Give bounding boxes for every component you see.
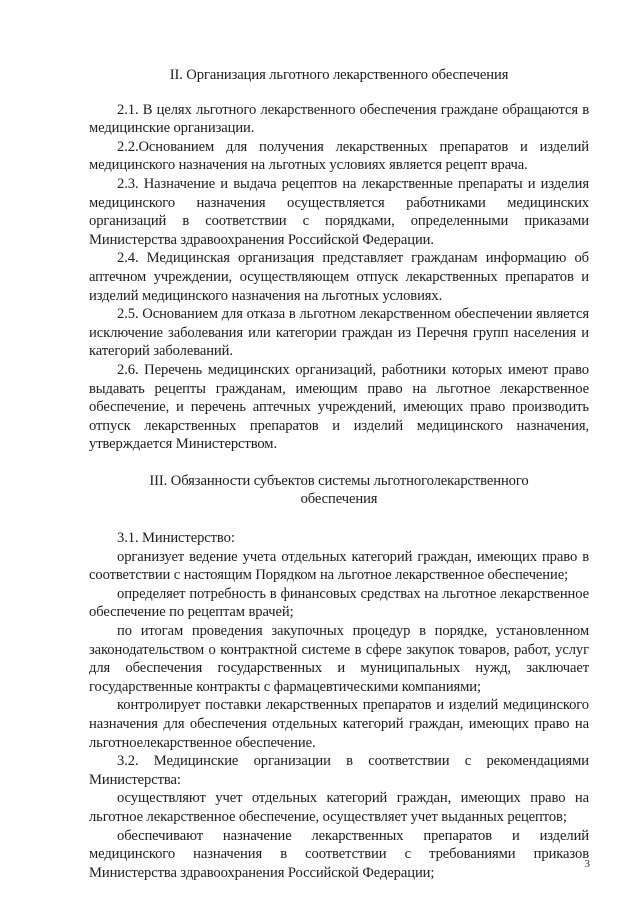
section-2-title: II. Организация льготного лекарственного обеспечения xyxy=(169,67,509,83)
paragraph-2-5: 2.5. Основанием для отказа в льготном лекарственном обеспечении является исключение заболевания или категории граждан из Перечня групп населения и категорий заболеваний. xyxy=(89,306,589,360)
paragraph-3-1-item-4: контролирует поставки лекарственных препаратов и изделий медицинского назначения для обеспечения отдельных категорий граждан, имеющих право на льготноелекарственное обеспечение. xyxy=(89,697,589,751)
paragraph-3-1-item-1: организует ведение учета отдельных категорий граждан, имеющих право в соответствии с настоящим Порядком на льготное лекарственное обеспечение; xyxy=(89,548,589,584)
paragraph-2-6: 2.6. Перечень медицинских организаций, работники которых имеют право выдавать рецепты гражданам, имеющим право на льготное лекарственное обеспечение, и перечень аптечных учреждений, имеющих право производить отпуск лекарственных препаратов и изделий медицинского назначения, утверждается Министерством. xyxy=(89,361,589,453)
paragraph-2-2: 2.2.Основанием для получения лекарственных препаратов и изделий медицинского назначения на льготных условиях является рецепт врача. xyxy=(89,138,589,174)
paragraph-3-2-item-1: осуществляют учет отдельных категорий граждан, имеющих право на льготное лекарственное обеспечение, осуществляет учет выданных рецептов; xyxy=(89,790,589,825)
paragraph-3-1: 3.1. Министерство: xyxy=(117,530,235,547)
page-number: 3 xyxy=(584,858,590,870)
page-content xyxy=(89,66,589,882)
section-3-title: III. Обязанности субъектов системы льготноголекарственного обеспечения xyxy=(149,472,529,508)
paragraph-3-2: 3.2. Медицинские организации в соответствии с рекомендациями Министерства: xyxy=(89,753,589,788)
paragraph-2-3: 2.3. Назначение и выдача рецептов на лекарственные препараты и изделия медицинского назначения осуществляется работниками медицинских организаций в соответствии с порядками, определенными приказами Министерства здравоохранения Российской Федерации. xyxy=(89,175,589,248)
paragraph-2-4: 2.4. Медицинская организация представляет гражданам информацию об аптечном учреждении, осуществляющем отпуск лекарственных препаратов и изделий медицинского назначения на льготных условиях. xyxy=(89,250,589,304)
paragraph-3-1-item-3: по итогам проведения закупочных процедур в порядке, установленном законодательством о контрактной системе в сфере закупок товаров, работ, услуг для обеспечения государственных и муниципальных нужд, заключает государственные контракты с фармацевтическими компаниями; xyxy=(89,623,589,695)
paragraph-3-2-item-2: обеспечивают назначение лекарственных препаратов и изделий медицинского назначения в соответствии с требованиями приказов Министерства здравоохранения Российской Федерации; xyxy=(89,827,589,881)
paragraph-2-1: 2.1. В целях льготного лекарственного обеспечения граждане обращаются в медицинские организации. xyxy=(89,101,589,137)
paragraph-3-1-item-2: определяет потребность в финансовых средствах на льготное лекарственное обеспечение по рецептам врачей; xyxy=(89,585,589,621)
